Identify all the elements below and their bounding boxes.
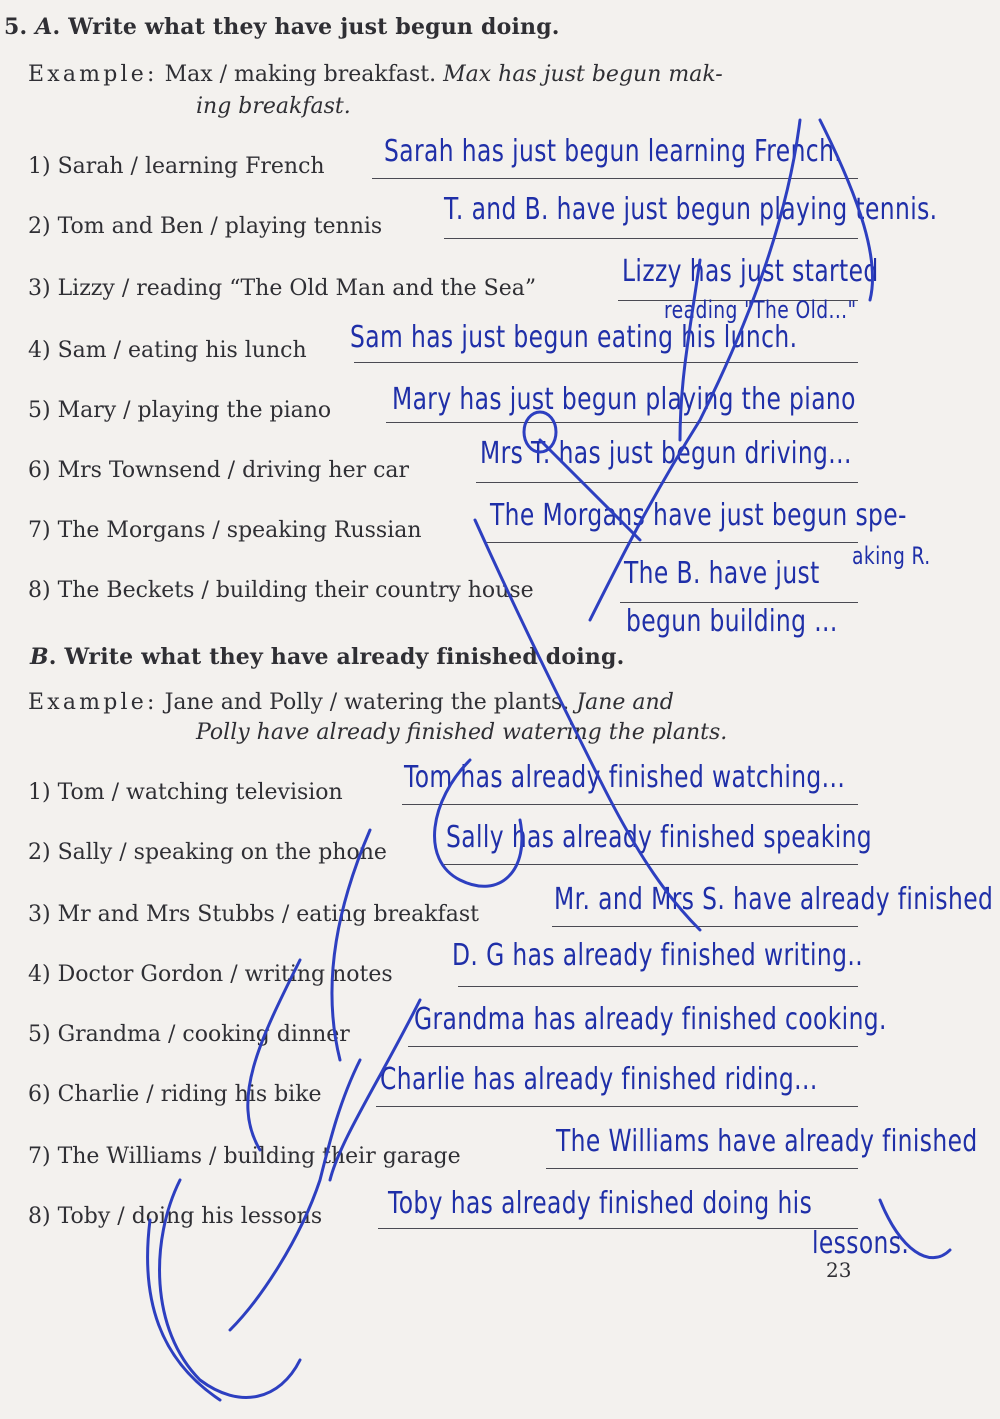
- section-a-heading: 5. A. Write what they have just begun doing.: [4, 14, 560, 40]
- exercise-item-b7: 7) The Williams / building their garage: [28, 1144, 461, 1169]
- example-prompt: Max / making breakfast.: [164, 62, 437, 87]
- section-b-heading: B. Write what they have already finished doing.: [30, 644, 625, 670]
- checkmark-stroke: [475, 520, 700, 930]
- exercise-item-b6: 6) Charlie / riding his bike: [28, 1082, 322, 1107]
- exercise-item-a5: 5) Mary / playing the piano: [28, 398, 332, 423]
- example-prompt: Jane and Polly / watering the plants.: [164, 690, 570, 715]
- handwritten-answer: The B. have just: [624, 556, 820, 591]
- section-letter: A: [35, 14, 53, 40]
- handwritten-answer: D. G has already finished writing..: [452, 938, 864, 973]
- exercise-item-a3: 3) Lizzy / reading “The Old Man and the Sea”: [28, 276, 537, 301]
- handwritten-answer: Grandma has already finished cooking.: [414, 1002, 887, 1037]
- checkmark-stroke: [330, 1000, 420, 1180]
- checkmark-stroke: [590, 120, 800, 620]
- example-answer: Max has just begun mak-: [443, 62, 723, 87]
- exercise-item-a6: 6) Mrs Townsend / driving her car: [28, 458, 410, 483]
- exercise-item-b5: 5) Grandma / cooking dinner: [28, 1022, 350, 1047]
- handwritten-answer: Sam has just begun eating his lunch.: [350, 320, 798, 355]
- exercise-item-a2: 2) Tom and Ben / playing tennis: [28, 214, 383, 239]
- handwritten-answer: Mr. and Mrs S. have already finished: [554, 882, 994, 917]
- handwritten-answer: Mrs T. has just begun driving...: [480, 436, 852, 471]
- handwritten-answer: The Williams have already finished: [556, 1124, 978, 1159]
- circle-mark: [524, 412, 556, 452]
- exercise-number: 5.: [4, 14, 28, 40]
- exercise-item-b2: 2) Sally / speaking on the phone: [28, 840, 387, 865]
- checkmark-stroke: [148, 1220, 220, 1400]
- section-instruction: Write what they have just begun doing.: [68, 14, 560, 40]
- section-letter: B: [30, 644, 49, 670]
- exercise-item-a1: 1) Sarah / learning French: [28, 154, 325, 179]
- handwritten-answer-cont: aking R.: [852, 542, 931, 570]
- exercise-item-b3: 3) Mr and Mrs Stubbs / eating breakfast: [28, 902, 479, 927]
- handwritten-answer: Sarah has just begun learning French.: [384, 134, 843, 169]
- example-tag: Example:: [28, 62, 158, 87]
- checkmark-stroke: [540, 440, 640, 540]
- exercise-item-b1: 1) Tom / watching television: [28, 780, 343, 805]
- handwritten-answer-cont: reading "The Old...": [664, 296, 857, 324]
- exercise-item-b4: 4) Doctor Gordon / writing notes: [28, 962, 393, 987]
- checkmark-stroke: [880, 1200, 950, 1258]
- section-instruction: Write what they have already finished doing.: [64, 644, 625, 670]
- example-answer-cont: Polly have already finished watering the plants.: [196, 720, 728, 745]
- checkmark-stroke: [248, 960, 300, 1150]
- checkmark-stroke: [680, 260, 700, 440]
- exercise-item-a4: 4) Sam / eating his lunch: [28, 338, 307, 363]
- page-number: 23: [826, 1258, 852, 1282]
- handwritten-answer: Sally has already finished speaking: [446, 820, 873, 855]
- handwritten-answer: Lizzy has just started: [622, 254, 879, 289]
- example-answer: Jane and: [576, 690, 674, 715]
- example-tag: Example:: [28, 690, 158, 715]
- handwritten-answer: Tom has already finished watching...: [404, 760, 846, 795]
- handwritten-answer: Toby has already finished doing his: [388, 1186, 813, 1221]
- example-answer-cont: ing breakfast.: [196, 94, 351, 119]
- checkmark-stroke: [332, 830, 370, 1060]
- checkmark-stroke: [820, 120, 873, 300]
- handwritten-answer-cont: begun building ...: [626, 604, 838, 639]
- handwritten-answer: Charlie has already finished riding...: [380, 1062, 818, 1097]
- exercise-item-b8: 8) Toby / doing his lessons: [28, 1204, 323, 1229]
- handwritten-answer: T. and B. have just begun playing tennis.: [444, 192, 938, 227]
- handwritten-answer: Mary has just begun playing the piano: [392, 382, 856, 417]
- handwritten-answer-cont: lessons.: [812, 1226, 910, 1261]
- checkmark-stroke: [435, 760, 522, 886]
- handwritten-answer: The Morgans have just begun spe-: [490, 498, 907, 533]
- exercise-item-a7: 7) The Morgans / speaking Russian: [28, 518, 422, 543]
- exercise-item-a8: 8) The Beckets / building their country house: [28, 578, 534, 603]
